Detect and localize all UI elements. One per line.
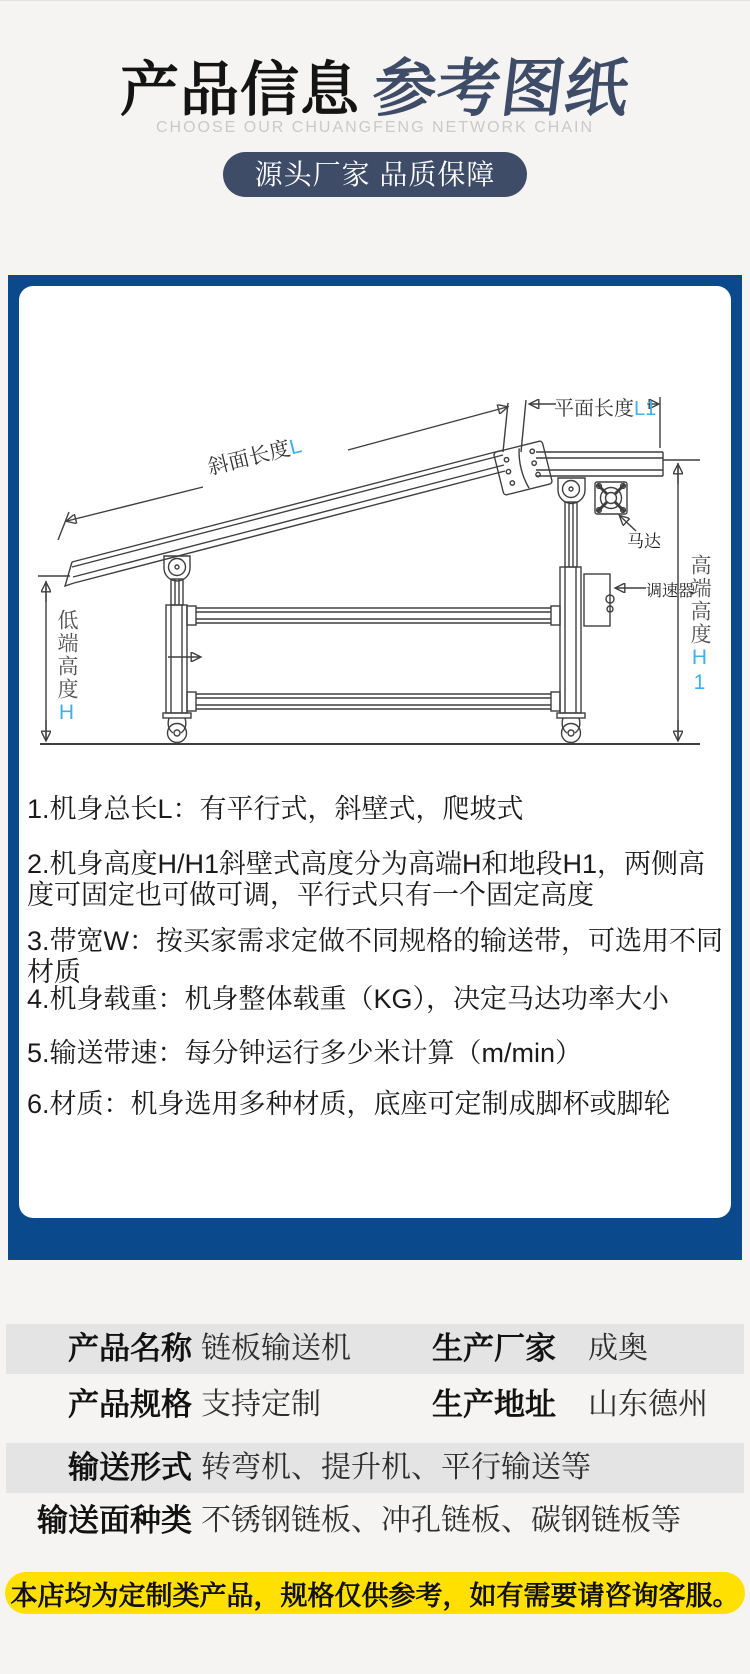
spec-label: 产品名称 [68, 1331, 192, 1366]
spec-note: 6.材质：机身选用多种材质，底座可定制成脚杯或脚轮 [27, 1089, 671, 1119]
spec-note: 4.机身载重：机身整体载重（KG），决定马达功率大小 [27, 984, 670, 1014]
spec-value: 转弯机、提升机、平行输送等 [201, 1451, 591, 1484]
dim-incline-text: 斜面长度 [205, 436, 293, 480]
dim-flat-var: L1 [634, 398, 657, 420]
right-caster [557, 713, 585, 743]
dim-low-var: H [55, 701, 78, 726]
left-leg [164, 556, 190, 713]
cross-rails [187, 606, 560, 711]
dim-label-low-height [51, 609, 81, 726]
spec-row-surface-type [6, 1496, 744, 1546]
spec-note: 3.带宽W：按买家需求定做不同规格的输送带，可选用不同材质 [27, 926, 724, 987]
spec-note: 1.机身总长L：有平行式，斜壁式，爬坡式 [27, 794, 524, 824]
spec-value: 山东德州 [588, 1388, 708, 1421]
spec-value: 支持定制 [201, 1388, 321, 1421]
spec-label: 生产厂家 [432, 1331, 556, 1366]
spec-note: 5.输送带速：每分钟运行多少米计算（m/min） [27, 1038, 583, 1068]
conveyor-diagram-drawing [19, 286, 731, 786]
left-caster [163, 713, 191, 743]
badge-row [0, 152, 750, 197]
incline-belt [65, 450, 505, 586]
dim-high-text: 高端高度 [688, 554, 711, 646]
spec-note: 2.机身高度H/H1斜壁式高度分为高端H和地段H1，两侧高度可固定也可做可调，平行式只有一个固定高度 [27, 849, 706, 910]
top-edge-line [0, 0, 750, 1]
spec-label: 输送形式 [68, 1450, 192, 1485]
dim-label-flat-length [554, 392, 656, 421]
spec-label: 产品规格 [68, 1387, 192, 1422]
spec-value: 成奥 [588, 1332, 648, 1365]
spec-row-product-spec [6, 1380, 744, 1430]
spec-value: 不锈钢链板、冲孔链板、碳钢链板等 [201, 1504, 681, 1537]
right-leg [558, 478, 585, 713]
title-accent: 参考图纸 [369, 54, 634, 124]
spec-row-conveyor-form [6, 1443, 744, 1493]
dim-low-text: 低端高度 [55, 609, 78, 701]
motor-drawing [595, 482, 627, 514]
spec-label: 生产地址 [432, 1387, 556, 1422]
spec-row-product-name [6, 1324, 744, 1374]
horizontal-belt [536, 452, 663, 476]
dim-high-var: H1 [688, 646, 711, 696]
joint-plate [493, 441, 552, 496]
speed-controller-drawing [584, 574, 614, 626]
motor-label: 马达 [627, 532, 661, 551]
title-primary: 产品信息 [119, 57, 360, 123]
quality-badge: 源头厂家 品质保障 [223, 152, 528, 197]
dim-label-high-height [684, 554, 714, 696]
custom-order-notice: 本店均为定制类产品，规格仅供参考，如有需要请咨询客服。 [5, 1572, 745, 1614]
speed-controller-label: 调速器 [646, 583, 695, 600]
spec-label: 输送面种类 [37, 1503, 192, 1538]
dim-flat-text: 平面长度 [554, 398, 634, 420]
title-subtitle: CHOOSE OUR CHUANGFENG NETWORK CHAIN [155, 119, 594, 136]
dim-incline-var: L [287, 434, 304, 460]
spec-value: 链板输送机 [201, 1332, 351, 1365]
page-title [0, 38, 750, 129]
